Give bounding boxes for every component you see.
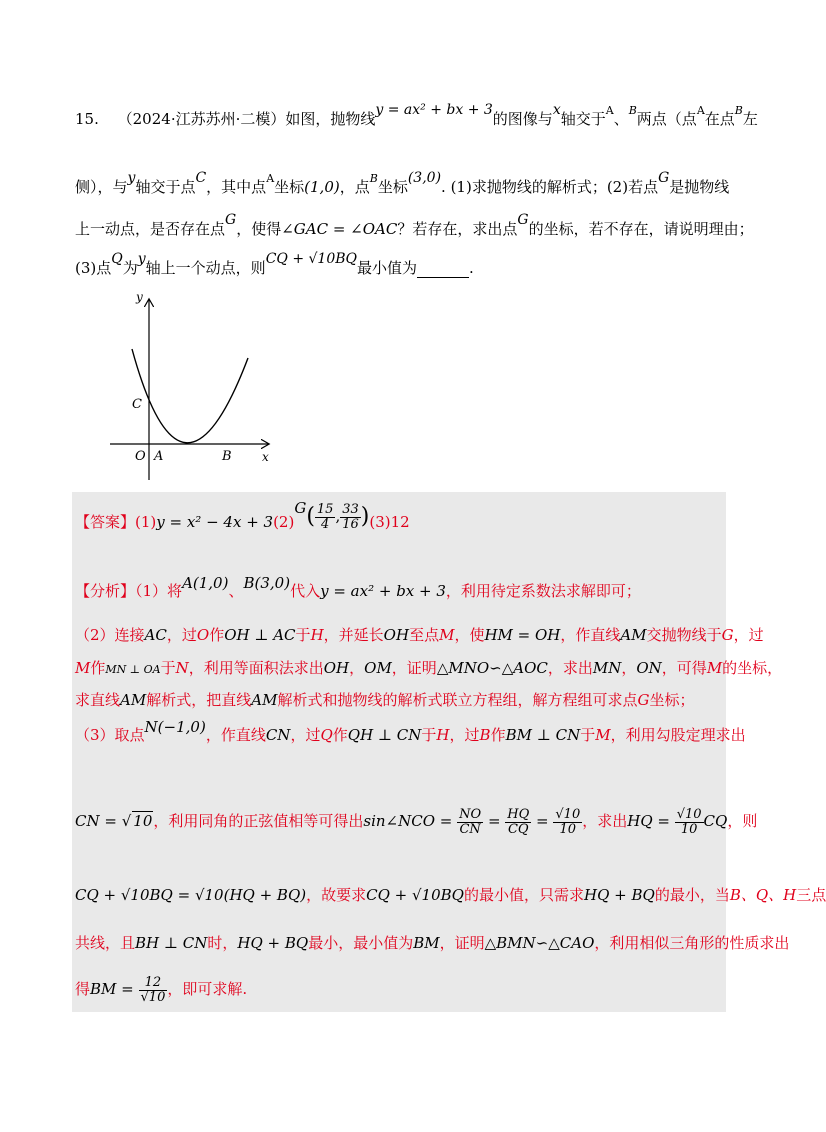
point-b-label: B: [222, 449, 232, 464]
question-line-2: 侧），与y轴交于点C，其中点$^A$坐标(1,0)，点$^B$坐标(3,0). (1)求抛物线的解析式；(2)若点G是抛物线: [75, 170, 730, 196]
point-c-label: C: [132, 397, 142, 412]
answer-blank: [417, 263, 469, 278]
parabola-figure: [110, 285, 280, 485]
analysis-line-9: 得BM = $\frac{12}{√10}$ ，即可求解.: [75, 975, 248, 1005]
question-number: 15.: [75, 110, 99, 128]
analysis-line-3: M作MN ⊥ OA于N，利用等面积法求出OH，OM，证明△MNO∽△AOC，求出MN，ON，可得M的坐标，: [75, 659, 783, 677]
analysis-line-7: CQ + √10BQ = √10(HQ + BQ)，故要求CQ + √10BQ的最小值，只需求HQ + BQ的最小，当B、Q、H三点: [75, 886, 826, 904]
question-line-1: 15. （2024·江苏苏州·二模）如图，抛物线y = ax² + bx + 3的图像与x轴交于$^A$、$^B$两点（点$^A$在点$^B$左: [75, 102, 758, 128]
analysis-line-5: （3）取点N(−1,0)，作直线CN，过Q作QH ⊥ CN于H，过B作BM ⊥ CN于M，利用勾股定理求出: [75, 718, 746, 744]
analysis-label: 【分析】: [75, 582, 136, 600]
question-line-3: 上一动点，是否存在点G，使得∠GAC = ∠OAC？若存在，求出点G的坐标，若不存在，请说明理由；: [75, 212, 754, 238]
question-line-4: (3)点Q为y轴上一个动点，则CQ + √10BQ最小值为 .: [75, 251, 474, 277]
analysis-line-4: 求直线AM解析式，把直线AM解析式和抛物线的解析式联立方程组，解方程组可求点G坐标；: [75, 691, 695, 709]
y-axis-label: y: [136, 290, 143, 304]
analysis-line-8: 共线，且BH ⊥ CN时，HQ + BQ最小，最小值为BM，证明△BMN∽△CAO，利用相似三角形的性质求出: [75, 934, 790, 952]
question-source: （2024·江苏苏州·二模）: [117, 110, 286, 128]
answer-line: 【答案】(1)y = x² − 4x + 3(2)G( $\frac{15}{4}$ , $\frac{33}{16}$ )(3)12: [75, 499, 410, 532]
answer-label: 【答案】: [75, 513, 136, 531]
analysis-line-2: （2）连接AC，过O作OH ⊥ AC于H，并延长OH至点M，使HM = OH，作直线AM交抛物线于G，过: [75, 626, 764, 644]
point-a-label: A: [154, 449, 164, 464]
analysis-line-6: CN = √ 10，利用同角的正弦值相等可得出sin∠NCO = $\frac{NO}{CN}$ = $\frac{HQ}{CQ}$ = $\frac{√10}{10}$ ，求出HQ = $\frac{√10}{10}$ CQ，则: [75, 807, 758, 837]
x-axis-label: x: [262, 450, 269, 464]
analysis-line-1: 【分析】（1）将A(1,0)、B(3,0)代入y = ax² + bx + 3，利用待定系数法求解即可；: [75, 574, 641, 600]
origin-label: O: [135, 449, 146, 464]
